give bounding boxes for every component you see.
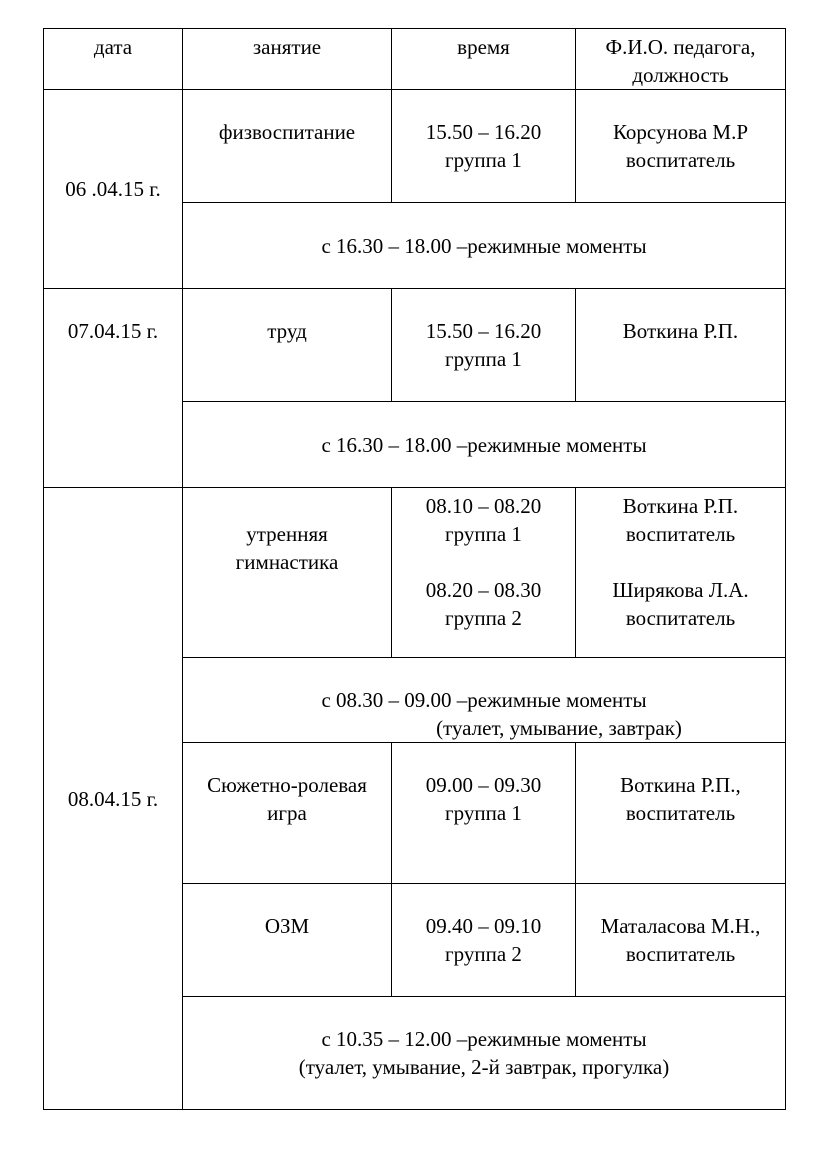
day3-date-cell	[44, 488, 183, 1110]
day2-date-cell	[44, 289, 183, 488]
day3-gym-activity-cell: утренняя гимнастика	[183, 488, 392, 658]
day2-time-cell: 15.50 – 16.20 группа 1	[392, 289, 576, 402]
day1-time-cell: 15.50 – 16.20 группа 1	[392, 90, 576, 203]
day1-routine: с 16.30 – 18.00 –режимные моменты	[183, 203, 786, 289]
day3-roleplay-activity-cell: Сюжетно-ролевая игра	[183, 743, 392, 884]
day2-activity-cell: труд	[183, 289, 392, 402]
day2-date: 07.04.15 г.	[67, 319, 159, 343]
day1-activity-cell: физвоспитание	[183, 90, 392, 203]
day3-ozm-activity-cell: ОЗМ	[183, 884, 392, 997]
day2-activity-row	[44, 289, 786, 402]
header-date: дата	[44, 29, 183, 90]
day3-routine1: с 08.30 – 09.00 –режимные моменты (туалет, умывание, завтрак)	[183, 658, 786, 743]
header-teacher	[576, 29, 786, 90]
day3-date: 08.04.15 г.	[67, 786, 159, 811]
day3-gym-row	[44, 488, 786, 658]
day3-roleplay-teacher-cell: Воткина Р.П., воспитатель	[576, 743, 786, 884]
day2-teacher-cell: Воткина Р.П.	[576, 289, 786, 402]
day3-gym-time-cell: 08.10 – 08.20 группа 1 08.20 – 08.30 группа 2	[392, 488, 576, 658]
day1-activity-row	[44, 90, 786, 203]
header-teacher-line2: должность	[632, 63, 729, 87]
header-activity: занятие	[183, 29, 392, 90]
day3-ozm-teacher-cell: Маталасова М.Н., воспитатель	[576, 884, 786, 997]
header-teacher-line1: Ф.И.О. педагога,	[605, 35, 756, 59]
header-row	[44, 29, 786, 90]
day1-teacher-cell: Корсунова М.Р воспитатель	[576, 90, 786, 203]
day3-gym-teacher-cell: Воткина Р.П. воспитатель Ширякова Л.А. воспитатель	[576, 488, 786, 658]
header-time: время	[392, 29, 576, 90]
day3-ozm-time-cell: 09.40 – 09.10 группа 2	[392, 884, 576, 997]
day1-date-cell	[44, 90, 183, 289]
day2-routine: с 16.30 – 18.00 –режимные моменты	[183, 402, 786, 488]
day1-date: 06 .04.15 г.	[65, 177, 161, 201]
schedule-table	[43, 28, 786, 1110]
day3-routine2: с 10.35 – 12.00 –режимные моменты (туалет, умывание, 2-й завтрак, прогулка)	[183, 997, 786, 1110]
day3-roleplay-time-cell: 09.00 – 09.30 группа 1	[392, 743, 576, 884]
